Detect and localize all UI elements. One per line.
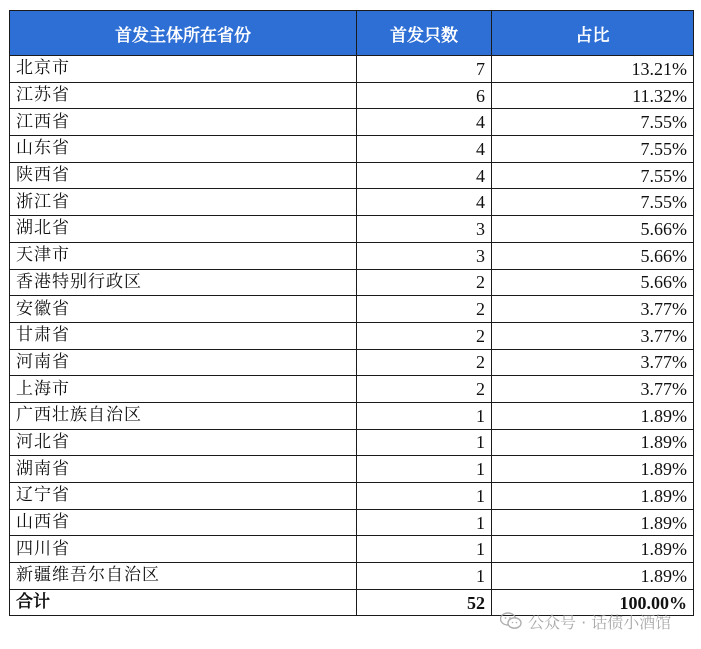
- total-count: 52: [357, 589, 492, 616]
- cell-count: 2: [357, 296, 492, 323]
- cell-province: 江苏省: [10, 82, 357, 109]
- cell-share: 13.21%: [492, 56, 694, 83]
- table-row: [10, 162, 694, 189]
- cell-province: 北京市: [10, 56, 357, 83]
- cell-share: 7.55%: [492, 136, 694, 163]
- cell-province: 上海市: [10, 376, 357, 403]
- cell-count: 2: [357, 322, 492, 349]
- cell-province: 湖北省: [10, 216, 357, 243]
- cell-province: 香港特别行政区: [10, 269, 357, 296]
- cell-count: 1: [357, 483, 492, 510]
- cell-province: 浙江省: [10, 189, 357, 216]
- table-row: [10, 563, 694, 590]
- table-row: [10, 483, 694, 510]
- table-row: [10, 242, 694, 269]
- cell-share: 1.89%: [492, 483, 694, 510]
- province-issuance-table: [9, 10, 694, 616]
- cell-share: 1.89%: [492, 536, 694, 563]
- header-share: 占比: [492, 11, 694, 56]
- table-row: [10, 429, 694, 456]
- cell-count: 1: [357, 429, 492, 456]
- wechat-icon: [500, 612, 522, 630]
- cell-count: 1: [357, 456, 492, 483]
- cell-province: 山西省: [10, 509, 357, 536]
- cell-province: 河北省: [10, 429, 357, 456]
- cell-count: 3: [357, 216, 492, 243]
- table-row: [10, 536, 694, 563]
- table-row: [10, 456, 694, 483]
- province-issuance-table-container: [9, 10, 693, 616]
- cell-count: 1: [357, 509, 492, 536]
- cell-count: 7: [357, 56, 492, 83]
- cell-province: 广西壮族自治区: [10, 402, 357, 429]
- table-row: [10, 376, 694, 403]
- table-row: [10, 216, 694, 243]
- cell-count: 4: [357, 162, 492, 189]
- cell-province: 江西省: [10, 109, 357, 136]
- cell-province: 安徽省: [10, 296, 357, 323]
- cell-count: 1: [357, 563, 492, 590]
- table-row: [10, 509, 694, 536]
- watermark: [500, 609, 671, 633]
- cell-share: 1.89%: [492, 563, 694, 590]
- cell-province: 新疆维吾尔自治区: [10, 563, 357, 590]
- cell-share: 7.55%: [492, 189, 694, 216]
- table-row: [10, 189, 694, 216]
- cell-share: 1.89%: [492, 509, 694, 536]
- cell-count: 2: [357, 349, 492, 376]
- header-count: 首发只数: [357, 11, 492, 56]
- table-row: [10, 402, 694, 429]
- cell-share: 7.55%: [492, 162, 694, 189]
- cell-share: 11.32%: [492, 82, 694, 109]
- header-province: 首发主体所在省份: [10, 11, 357, 56]
- cell-province: 甘肃省: [10, 322, 357, 349]
- cell-share: 5.66%: [492, 242, 694, 269]
- cell-share: 7.55%: [492, 109, 694, 136]
- cell-province: 山东省: [10, 136, 357, 163]
- cell-share: 5.66%: [492, 216, 694, 243]
- cell-share: 1.89%: [492, 429, 694, 456]
- cell-share: 3.77%: [492, 349, 694, 376]
- cell-count: 3: [357, 242, 492, 269]
- total-label: 合计: [10, 589, 357, 616]
- cell-count: 1: [357, 536, 492, 563]
- cell-province: 辽宁省: [10, 483, 357, 510]
- cell-count: 4: [357, 136, 492, 163]
- table-row: [10, 349, 694, 376]
- cell-province: 天津市: [10, 242, 357, 269]
- table-row: [10, 109, 694, 136]
- table-row: [10, 56, 694, 83]
- table-row: [10, 82, 694, 109]
- table-row: [10, 322, 694, 349]
- cell-share: 1.89%: [492, 402, 694, 429]
- cell-share: 3.77%: [492, 322, 694, 349]
- cell-count: 4: [357, 189, 492, 216]
- cell-count: 2: [357, 269, 492, 296]
- cell-count: 4: [357, 109, 492, 136]
- cell-count: 1: [357, 402, 492, 429]
- cell-province: 湖南省: [10, 456, 357, 483]
- watermark-text: 公众号 · 话债小酒馆: [528, 612, 672, 632]
- cell-province: 四川省: [10, 536, 357, 563]
- cell-province: 陕西省: [10, 162, 357, 189]
- cell-share: 5.66%: [492, 269, 694, 296]
- cell-share: 3.77%: [492, 296, 694, 323]
- cell-count: 6: [357, 82, 492, 109]
- table-header-row: [10, 11, 694, 56]
- table-row: [10, 136, 694, 163]
- table-row: [10, 296, 694, 323]
- table-body: [10, 56, 694, 616]
- cell-share: 1.89%: [492, 456, 694, 483]
- cell-count: 2: [357, 376, 492, 403]
- total-share: 100.00%: [492, 589, 694, 616]
- table-row: [10, 269, 694, 296]
- cell-province: 河南省: [10, 349, 357, 376]
- cell-share: 3.77%: [492, 376, 694, 403]
